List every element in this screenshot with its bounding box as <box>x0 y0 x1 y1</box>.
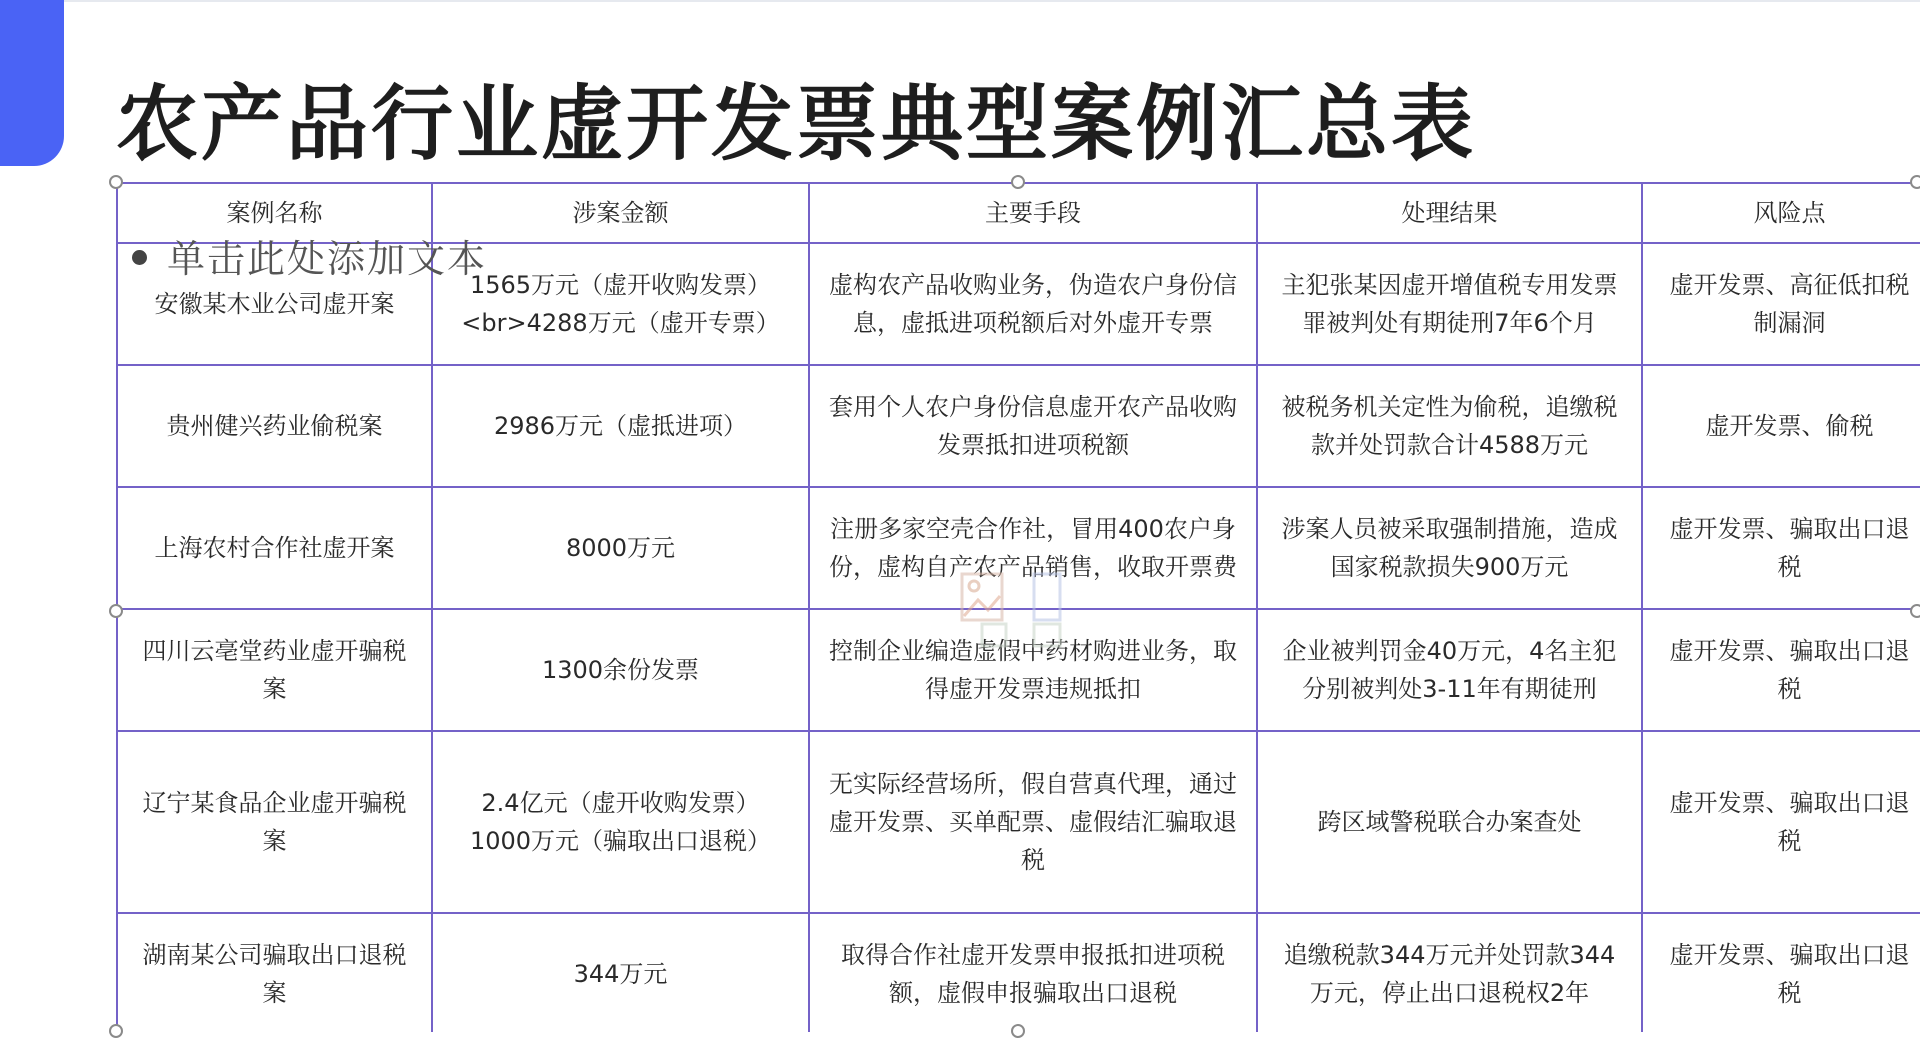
resize-handle-top-right[interactable] <box>1910 175 1920 189</box>
bullet-dot-icon <box>132 250 147 265</box>
slide-title[interactable]: 农产品行业虚开发票典型案例汇总表 <box>116 77 1477 172</box>
cell-method[interactable]: 取得合作社虚开发票申报抵扣进项税额，虚假申报骗取出口退税 <box>809 913 1257 1032</box>
cell-amount[interactable]: 1565万元（虚开收购发票）<br>4288万元（虚开专票） <box>432 243 809 365</box>
accent-bar <box>0 0 64 166</box>
header-method[interactable]: 主要手段 <box>809 183 1257 243</box>
top-border-line <box>0 0 1920 2</box>
cell-result[interactable]: 追缴税款344万元并处罚款344万元，停止出口退税权2年 <box>1257 913 1642 1032</box>
cell-case-name[interactable]: 湖南某公司骗取出口退税案 <box>117 913 432 1032</box>
cell-case-name[interactable]: 上海农村合作社虚开案 <box>117 487 432 609</box>
cell-amount[interactable]: 1300余份发票 <box>432 609 809 731</box>
cell-case-name[interactable]: 辽宁某食品企业虚开骗税案 <box>117 731 432 913</box>
cell-case-name[interactable]: 安徽某木业公司虚开案 <box>117 243 432 365</box>
cell-amount[interactable]: 2.4亿元（虚开收购发票）1000万元（骗取出口退税） <box>432 731 809 913</box>
text-placeholder[interactable] <box>132 228 487 283</box>
header-result[interactable]: 处理结果 <box>1257 183 1642 243</box>
cell-result[interactable]: 主犯张某因虚开增值税专用发票罪被判处有期徒刑7年6个月 <box>1257 243 1642 365</box>
cell-case-name[interactable]: 贵州健兴药业偷税案 <box>117 365 432 487</box>
resize-handle-top-left[interactable] <box>109 175 123 189</box>
header-case-name[interactable]: 案例名称 <box>117 183 432 243</box>
resize-handle-middle-left[interactable] <box>109 604 123 618</box>
header-risk[interactable]: 风险点 <box>1642 183 1920 243</box>
table-row <box>117 731 1920 913</box>
header-amount[interactable]: 涉案金额 <box>432 183 809 243</box>
cell-risk[interactable]: 虚开发票、高征低扣税制漏洞 <box>1642 243 1920 365</box>
cell-result[interactable]: 被税务机关定性为偷税，追缴税款并处罚款合计4588万元 <box>1257 365 1642 487</box>
cell-risk[interactable]: 虚开发票、骗取出口退税 <box>1642 913 1920 1032</box>
cell-result[interactable]: 涉案人员被采取强制措施，造成国家税款损失900万元 <box>1257 487 1642 609</box>
cell-method[interactable]: 无实际经营场所，假自营真代理，通过虚开发票、买单配票、虚假结汇骗取退税 <box>809 731 1257 913</box>
cell-method[interactable]: 注册多家空壳合作社，冒用400农户身份，虚构自产农产品销售，收取开票费 <box>809 487 1257 609</box>
cell-risk[interactable]: 虚开发票、骗取出口退税 <box>1642 731 1920 913</box>
table-row <box>117 365 1920 487</box>
cell-risk[interactable]: 虚开发票、骗取出口退税 <box>1642 609 1920 731</box>
cell-amount[interactable]: 2986万元（虚抵进项） <box>432 365 809 487</box>
cell-risk[interactable]: 虚开发票、偷税 <box>1642 365 1920 487</box>
cell-result[interactable]: 企业被判罚金40万元，4名主犯分别被判处3-11年有期徒刑 <box>1257 609 1642 731</box>
cell-amount[interactable]: 344万元 <box>432 913 809 1032</box>
cell-case-name[interactable]: 四川云亳堂药业虚开骗税案 <box>117 609 432 731</box>
text-placeholder-label: 单击此处添加文本 <box>167 237 488 281</box>
cell-method[interactable]: 虚构农产品收购业务，伪造农户身份信息，虚抵进项税额后对外虚开专票 <box>809 243 1257 365</box>
resize-handle-middle-right[interactable] <box>1910 604 1920 618</box>
picture-placeholder-icon[interactable] <box>958 560 1078 650</box>
cell-risk[interactable]: 虚开发票、骗取出口退税 <box>1642 487 1920 609</box>
cell-amount[interactable]: 8000万元 <box>432 487 809 609</box>
cell-method[interactable]: 套用个人农户身份信息虚开农产品收购发票抵扣进项税额 <box>809 365 1257 487</box>
table-row <box>117 913 1920 1032</box>
cell-result[interactable]: 跨区域警税联合办案查处 <box>1257 731 1642 913</box>
cell-method[interactable]: 控制企业编造虚假中药材购进业务，取得虚开发票违规抵扣 <box>809 609 1257 731</box>
resize-handle-top-middle[interactable] <box>1011 175 1025 189</box>
